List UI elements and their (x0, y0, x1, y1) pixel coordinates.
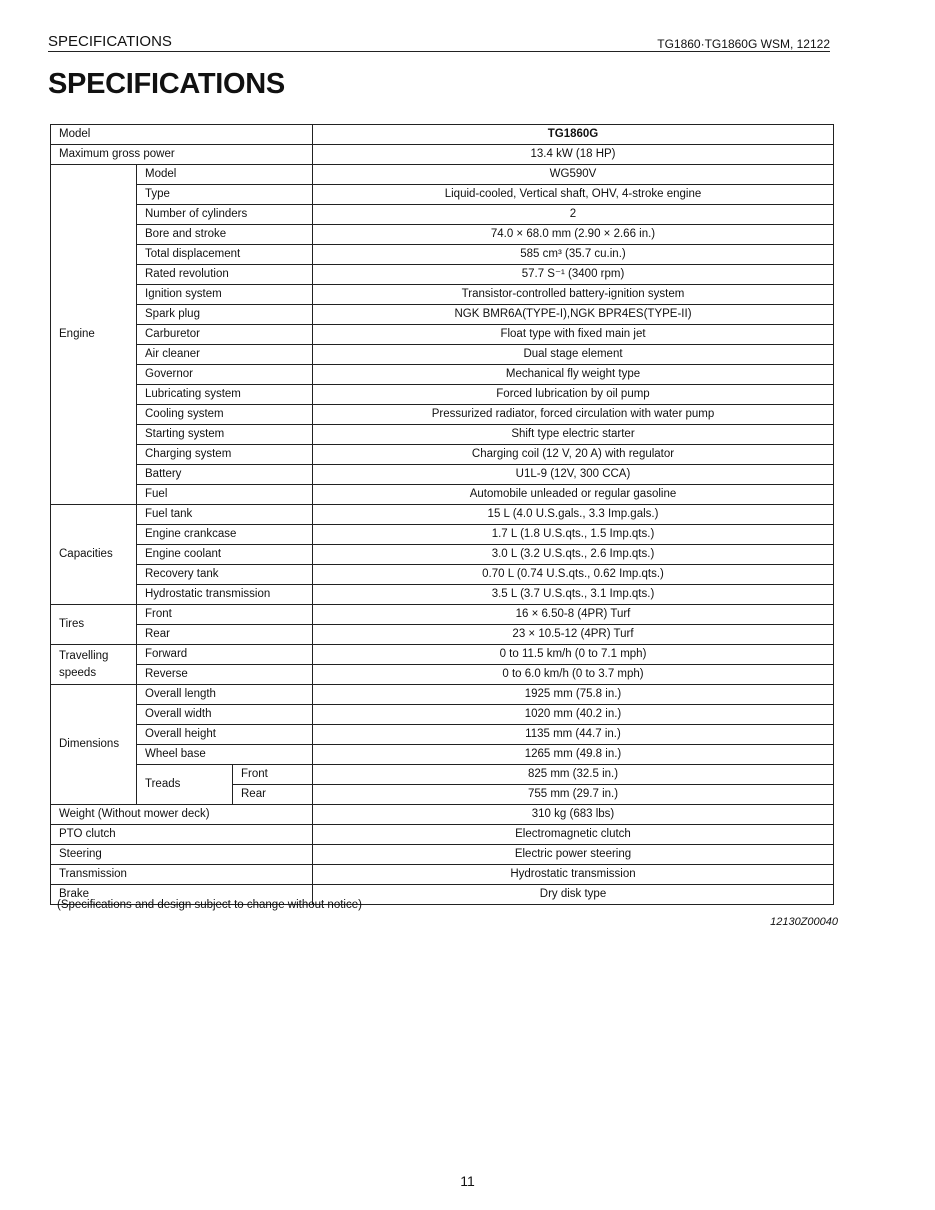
spec-label: Reverse (137, 665, 313, 685)
spec-label: Rated revolution (137, 265, 313, 285)
header-manual-id: TG1860·TG1860G WSM, 12122 (657, 37, 830, 51)
specifications-table (50, 124, 834, 905)
spec-label: Engine coolant (137, 545, 313, 565)
spec-label: Lubricating system (137, 385, 313, 405)
treads-label: Treads (137, 765, 233, 805)
table-row (51, 445, 834, 465)
spec-label: Battery (137, 465, 313, 485)
spec-label: Fuel tank (137, 505, 313, 525)
treads-rear-label: Rear (233, 785, 313, 805)
table-row (51, 705, 834, 725)
table-row (51, 285, 834, 305)
spec-label: Overall height (137, 725, 313, 745)
table-row (51, 165, 834, 185)
spec-value: 2 (313, 205, 834, 225)
spec-value: 23 × 10.5-12 (4PR) Turf (313, 625, 834, 645)
spec-value: NGK BMR6A(TYPE-I),NGK BPR4ES(TYPE-II) (313, 305, 834, 325)
spec-label: Front (137, 605, 313, 625)
spec-value: 1020 mm (40.2 in.) (313, 705, 834, 725)
spec-label: Charging system (137, 445, 313, 465)
spec-value: 1925 mm (75.8 in.) (313, 685, 834, 705)
spec-value: Hydrostatic transmission (313, 865, 834, 885)
spec-label: Transmission (51, 865, 313, 885)
table-row (51, 265, 834, 285)
table-row (51, 305, 834, 325)
spec-value: 3.0 L (3.2 U.S.qts., 2.6 Imp.qts.) (313, 545, 834, 565)
treads-front-label: Front (233, 765, 313, 785)
spec-label: Brake (51, 885, 313, 905)
spec-label: Weight (Without mower deck) (51, 805, 313, 825)
spec-label: Spark plug (137, 305, 313, 325)
model-label: Model (51, 125, 313, 145)
group-label: Engine (51, 165, 137, 505)
table-row (51, 685, 834, 705)
spec-label: Overall length (137, 685, 313, 705)
table-row (51, 605, 834, 625)
spec-label: Overall width (137, 705, 313, 725)
spec-label: Recovery tank (137, 565, 313, 585)
spec-value: Automobile unleaded or regular gasoline (313, 485, 834, 505)
treads-front-value: 825 mm (32.5 in.) (313, 765, 834, 785)
spec-label: Ignition system (137, 285, 313, 305)
table-row (51, 545, 834, 565)
header-section-title: SPECIFICATIONS (48, 33, 172, 50)
table-row (51, 765, 834, 785)
table-row (51, 565, 834, 585)
table-row (51, 625, 834, 645)
spec-label: Air cleaner (137, 345, 313, 365)
table-row (51, 465, 834, 485)
spec-label: Rear (137, 625, 313, 645)
spec-value: 0 to 11.5 km/h (0 to 7.1 mph) (313, 645, 834, 665)
table-row (51, 485, 834, 505)
spec-value: 0.70 L (0.74 U.S.qts., 0.62 Imp.qts.) (313, 565, 834, 585)
spec-value: Charging coil (12 V, 20 A) with regulator (313, 445, 834, 465)
spec-label: Forward (137, 645, 313, 665)
table-row (51, 225, 834, 245)
spec-value: 310 kg (683 lbs) (313, 805, 834, 825)
spec-label: Starting system (137, 425, 313, 445)
spec-label: Steering (51, 845, 313, 865)
table-row (51, 845, 834, 865)
spec-value: 57.7 S⁻¹ (3400 rpm) (313, 265, 834, 285)
table-row (51, 125, 834, 145)
spec-value: WG590V (313, 165, 834, 185)
spec-label: Total displacement (137, 245, 313, 265)
group-label: Dimensions (51, 685, 137, 805)
spec-value: 1135 mm (44.7 in.) (313, 725, 834, 745)
spec-label: Fuel (137, 485, 313, 505)
spec-label: Number of cylinders (137, 205, 313, 225)
table-row (51, 365, 834, 385)
model-value: TG1860G (313, 125, 834, 145)
table-row (51, 245, 834, 265)
table-row (51, 505, 834, 525)
footnote: (Specifications and design subject to change without notice) (57, 899, 362, 911)
table-row (51, 145, 834, 165)
spec-value: Electromagnetic clutch (313, 825, 834, 845)
table-row (51, 345, 834, 365)
spec-value: Liquid-cooled, Vertical shaft, OHV, 4-stroke engine (313, 185, 834, 205)
table-row (51, 325, 834, 345)
spec-value: Dual stage element (313, 345, 834, 365)
spec-label: Cooling system (137, 405, 313, 425)
spec-label: Carburetor (137, 325, 313, 345)
spec-value: 1265 mm (49.8 in.) (313, 745, 834, 765)
group-label: Tires (51, 605, 137, 645)
treads-rear-value: 755 mm (29.7 in.) (313, 785, 834, 805)
spec-label: Model (137, 165, 313, 185)
spec-value: Shift type electric starter (313, 425, 834, 445)
spec-label: Wheel base (137, 745, 313, 765)
group-label: Capacities (51, 505, 137, 605)
spec-label: Type (137, 185, 313, 205)
spec-value: 3.5 L (3.7 U.S.qts., 3.1 Imp.qts.) (313, 585, 834, 605)
group-label: Travelling speeds (51, 645, 137, 685)
header-rule (48, 51, 830, 52)
spec-value: Dry disk type (313, 885, 834, 905)
table-row (51, 825, 834, 845)
spec-value: Electric power steering (313, 845, 834, 865)
table-row (51, 525, 834, 545)
max-power-label: Maximum gross power (51, 145, 313, 165)
table-row (51, 585, 834, 605)
spec-value: Transistor-controlled battery-ignition system (313, 285, 834, 305)
spec-value: 74.0 × 68.0 mm (2.90 × 2.66 in.) (313, 225, 834, 245)
table-row (51, 805, 834, 825)
table-row (51, 645, 834, 665)
table-row (51, 745, 834, 765)
table-row (51, 665, 834, 685)
spec-value: 16 × 6.50-8 (4PR) Turf (313, 605, 834, 625)
table-row (51, 385, 834, 405)
page-number: 11 (460, 1173, 475, 1189)
table-row (51, 865, 834, 885)
spec-value: Mechanical fly weight type (313, 365, 834, 385)
spec-value: 0 to 6.0 km/h (0 to 3.7 mph) (313, 665, 834, 685)
spec-value: U1L-9 (12V, 300 CCA) (313, 465, 834, 485)
spec-value: 585 cm³ (35.7 cu.in.) (313, 245, 834, 265)
table-row (51, 725, 834, 745)
table-row (51, 405, 834, 425)
table-row (51, 205, 834, 225)
spec-label: Governor (137, 365, 313, 385)
spec-label: PTO clutch (51, 825, 313, 845)
spec-value: 1.7 L (1.8 U.S.qts., 1.5 Imp.qts.) (313, 525, 834, 545)
table-row (51, 185, 834, 205)
spec-value: 15 L (4.0 U.S.gals., 3.3 Imp.gals.) (313, 505, 834, 525)
figure-code: 12130Z00040 (770, 916, 838, 928)
spec-value: Float type with fixed main jet (313, 325, 834, 345)
table-row (51, 425, 834, 445)
spec-label: Engine crankcase (137, 525, 313, 545)
spec-value: Pressurized radiator, forced circulation with water pump (313, 405, 834, 425)
max-power-value: 13.4 kW (18 HP) (313, 145, 834, 165)
spec-label: Hydrostatic transmission (137, 585, 313, 605)
spec-value: Forced lubrication by oil pump (313, 385, 834, 405)
page-title: SPECIFICATIONS (48, 68, 285, 100)
spec-label: Bore and stroke (137, 225, 313, 245)
